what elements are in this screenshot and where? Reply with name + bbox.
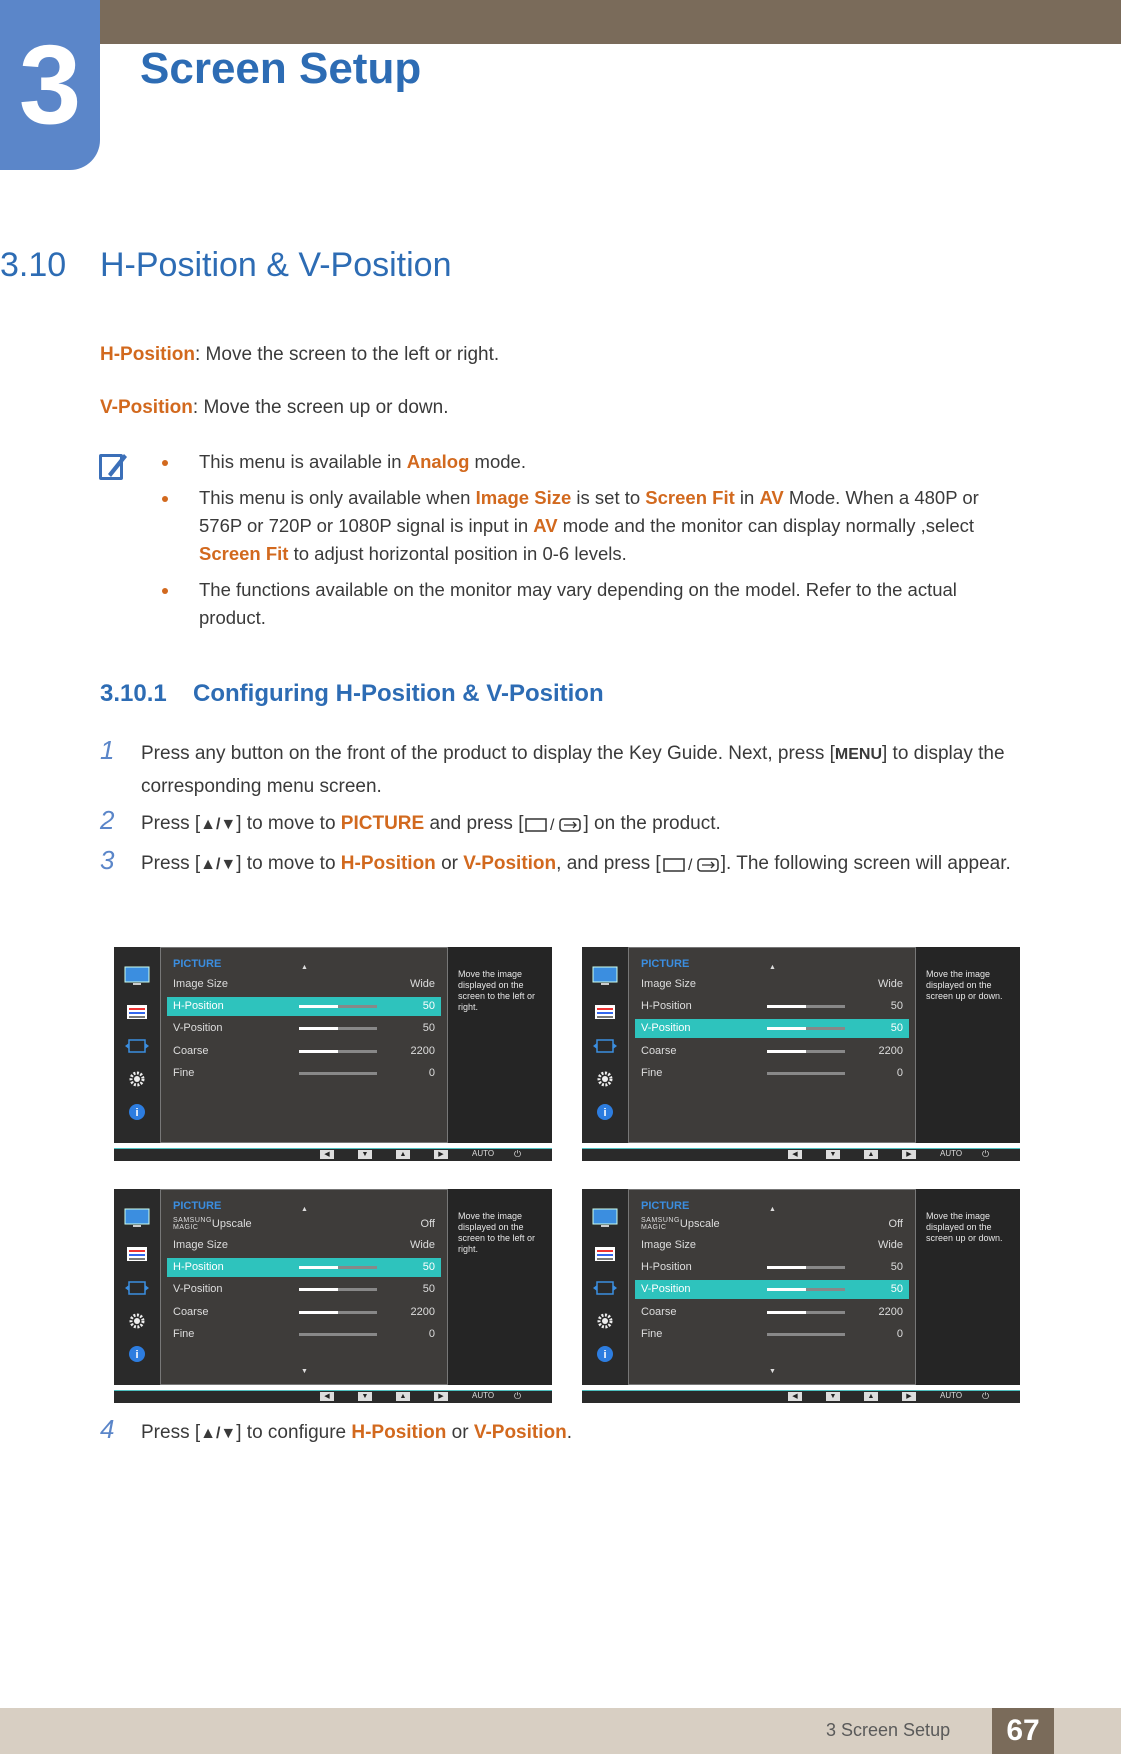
note-keyword: Screen Fit	[199, 543, 289, 564]
step-text: or	[446, 1422, 474, 1443]
osd-row-value: 0	[428, 1328, 435, 1340]
scroll-up-icon: ▲	[769, 964, 776, 971]
svg-text:i: i	[603, 1107, 607, 1119]
power-icon: ⏻	[514, 1391, 522, 1401]
osd-slider[interactable]	[767, 1333, 845, 1336]
note-item	[185, 448, 1020, 476]
osd-help-text: Move the image displayed on the screen to the left or right.	[458, 1211, 536, 1254]
osd-slider[interactable]	[767, 1050, 845, 1053]
osd-row-value: Off	[420, 1218, 435, 1230]
monitor-icon	[124, 966, 150, 986]
info-icon	[592, 1344, 618, 1364]
step-keyword: H-Position	[351, 1422, 447, 1443]
osd-row-value: Off	[888, 1218, 903, 1230]
chapter-number: 3	[0, 0, 100, 170]
osd-row-label: Fine	[641, 1067, 663, 1079]
osd-slider[interactable]	[299, 1072, 377, 1075]
step-text: ] to move to	[236, 813, 341, 834]
osd-row-label: H-Position	[173, 1000, 224, 1012]
note-text: This menu is available in	[199, 451, 407, 472]
osd-slider[interactable]	[299, 1333, 377, 1336]
osd-row-value: 2200	[878, 1045, 903, 1057]
osd-title: PICTURE	[173, 1200, 222, 1212]
source-enter-icon	[661, 853, 721, 875]
up-arrow-icon: ▲	[864, 1150, 878, 1159]
note-pencil-icon	[98, 450, 128, 482]
osd-row-value: Wide	[877, 1239, 903, 1251]
osd-row-value: 2200	[410, 1045, 435, 1057]
osd-row-label: Coarse	[173, 1306, 209, 1318]
svg-text:/: /	[550, 816, 555, 834]
down-arrow-icon: ▼	[826, 1392, 840, 1401]
menu-key-icon: MENU	[834, 746, 882, 763]
left-arrow-icon: ◀	[788, 1392, 802, 1401]
osd-slider[interactable]	[299, 1288, 377, 1291]
svg-text:i: i	[135, 1349, 139, 1361]
gear-icon	[592, 1069, 618, 1089]
subsection-title	[100, 680, 604, 708]
step-keyword: PICTURE	[340, 813, 425, 834]
step-text: Press [	[141, 813, 201, 834]
osd-slider[interactable]	[767, 1005, 845, 1008]
osd-help-text: Move the image displayed on the screen to the left or right.	[458, 969, 536, 1012]
osd-row-v-position[interactable]	[635, 1280, 909, 1299]
step-text: or	[435, 853, 464, 874]
left-arrow-icon: ◀	[320, 1150, 334, 1159]
osd-row-h-position[interactable]	[635, 1258, 909, 1277]
osd-row-label: V-Position	[173, 1283, 223, 1295]
resize-arrows-icon	[124, 1278, 150, 1298]
osd-row-label: H-Position	[641, 1000, 692, 1012]
page-footer	[0, 1708, 1121, 1754]
scroll-down-icon: ▼	[301, 1368, 308, 1375]
resize-arrows-icon	[592, 1278, 618, 1298]
osd-row-value: 50	[890, 1022, 903, 1034]
osd-screen-magic-v-position	[582, 1189, 1020, 1402]
note-keyword: AV	[533, 515, 558, 536]
osd-row-image-size[interactable]	[635, 975, 909, 994]
samsung-magic-logo: SAMSUNG MAGIC	[641, 1217, 680, 1231]
up-arrow-icon: ▲	[864, 1392, 878, 1401]
note-item	[185, 484, 1020, 568]
osd-menu	[628, 1189, 916, 1385]
osd-slider[interactable]	[767, 1288, 845, 1291]
osd-row-coarse[interactable]	[167, 1303, 441, 1322]
osd-row-value: Wide	[877, 978, 903, 990]
osd-row-label: V-Position	[641, 1022, 691, 1034]
info-icon	[592, 1102, 618, 1122]
osd-help-panel	[448, 947, 552, 1143]
osd-title: PICTURE	[173, 958, 222, 970]
page-number: 67	[992, 1708, 1054, 1754]
osd-slider[interactable]	[767, 1311, 845, 1314]
step-2	[100, 805, 1030, 841]
definition-v	[100, 397, 449, 419]
note-text: Mode. When a 480P or 576P or 720P or 1080P signal is input in	[199, 487, 979, 536]
definition-h-text: : Move the screen to the left or right.	[195, 344, 500, 365]
step-keyword: V-Position	[463, 853, 557, 874]
osd-row-v-position[interactable]	[635, 1019, 909, 1038]
osd-row-fine[interactable]	[167, 1325, 441, 1344]
osd-key-guide	[114, 1148, 552, 1161]
osd-row-fine[interactable]	[167, 1064, 441, 1083]
step-text: ] to move to	[236, 853, 341, 874]
osd-slider[interactable]	[767, 1027, 845, 1030]
osd-slider[interactable]	[299, 1266, 377, 1269]
osd-row-label: Image Size	[173, 1239, 229, 1251]
samsung-magic-logo: SAMSUNG MAGIC	[173, 1217, 212, 1231]
osd-row-value: Wide	[409, 978, 435, 990]
step-text: Press any button on the front of the product to display the Key Guide. Next, press [	[141, 743, 835, 764]
step-keyword: V-Position	[473, 1422, 567, 1443]
down-arrow-icon: ▼	[358, 1150, 372, 1159]
osd-help-text: Move the image displayed on the screen up or down.	[926, 969, 1003, 1001]
osd-row-value: 2200	[878, 1306, 903, 1318]
svg-text:i: i	[135, 1107, 139, 1119]
step-number: 2	[100, 805, 115, 835]
scroll-up-icon: ▲	[301, 1206, 308, 1213]
right-arrow-icon: ▶	[902, 1150, 916, 1159]
term-v-position: V-Position	[100, 397, 193, 418]
osd-slider[interactable]	[299, 1027, 377, 1030]
osd-row-value: 50	[890, 1000, 903, 1012]
osd-row-h-position[interactable]	[635, 997, 909, 1016]
right-arrow-icon: ▶	[902, 1392, 916, 1401]
up-down-arrows-icon: ▲/▼	[200, 816, 237, 833]
note-text: to adjust horizontal position in 0-6 levels.	[288, 543, 627, 564]
note-text: is set to	[571, 487, 646, 508]
osd-slider[interactable]	[767, 1266, 845, 1269]
note-keyword: Analog	[406, 451, 470, 472]
color-bars-icon	[592, 1002, 618, 1022]
osd-row-label: Image Size	[173, 978, 229, 990]
color-bars-icon	[592, 1244, 618, 1264]
top-bar	[0, 0, 1121, 44]
osd-row-coarse[interactable]	[635, 1303, 909, 1322]
osd-screen-v-position	[582, 947, 1020, 1160]
auto-label: AUTO	[472, 1149, 495, 1158]
step-keyword: H-Position	[340, 853, 436, 874]
step-text: Press [	[141, 1422, 201, 1443]
gear-icon	[124, 1069, 150, 1089]
power-icon: ⏻	[982, 1149, 990, 1159]
step-text: ]. The following screen will appear.	[720, 853, 1011, 874]
right-arrow-icon: ▶	[434, 1392, 448, 1401]
osd-row-value: 50	[422, 1261, 435, 1273]
down-arrow-icon: ▼	[826, 1150, 840, 1159]
subsection-name: Configuring H-Position & V-Position	[193, 680, 604, 707]
osd-title: PICTURE	[641, 958, 690, 970]
step-text: and press [	[424, 813, 524, 834]
auto-label: AUTO	[940, 1149, 963, 1158]
osd-row-label: Upscale	[679, 1217, 720, 1230]
info-icon	[124, 1102, 150, 1122]
up-down-arrows-icon: ▲/▼	[200, 1425, 237, 1442]
osd-row-value: 0	[428, 1067, 435, 1079]
osd-row-label: H-Position	[641, 1261, 692, 1273]
osd-row-image-size[interactable]	[167, 1236, 441, 1255]
osd-key-guide	[582, 1148, 1020, 1161]
osd-row-value: 50	[422, 1000, 435, 1012]
osd-slider[interactable]	[299, 1050, 377, 1053]
svg-text:/: /	[687, 856, 693, 874]
step-3	[100, 845, 1030, 881]
osd-key-guide	[114, 1390, 552, 1403]
step-text: , and press [	[556, 853, 661, 874]
osd-icon-rail	[582, 947, 628, 1143]
osd-row-value: 50	[890, 1283, 903, 1295]
osd-row-coarse[interactable]	[635, 1042, 909, 1061]
footer-chapter-label: 3 Screen Setup	[826, 1720, 951, 1740]
osd-menu	[160, 1189, 448, 1385]
osd-slider[interactable]	[299, 1005, 377, 1008]
step-1	[100, 735, 1030, 803]
osd-row-label: Image Size	[641, 978, 697, 990]
chapter-title: Screen Setup	[140, 44, 422, 93]
osd-row-value: 50	[890, 1261, 903, 1273]
osd-row-label: Coarse	[173, 1045, 209, 1057]
step-text: Press [	[141, 853, 201, 874]
osd-menu	[160, 947, 448, 1143]
osd-slider[interactable]	[767, 1072, 845, 1075]
osd-row-h-position[interactable]	[167, 997, 441, 1016]
monitor-icon	[124, 1208, 150, 1228]
osd-row-h-position[interactable]	[167, 1258, 441, 1277]
step-number: 3	[100, 845, 115, 875]
scroll-up-icon: ▲	[301, 964, 308, 971]
osd-help-panel	[916, 947, 1020, 1143]
osd-row-label: V-Position	[173, 1022, 223, 1034]
definition-v-text: : Move the screen up or down.	[192, 397, 449, 418]
step-text: .	[566, 1422, 573, 1443]
resize-arrows-icon	[124, 1036, 150, 1056]
osd-menu	[628, 947, 916, 1143]
monitor-icon	[592, 1208, 618, 1228]
osd-row-v-position[interactable]	[167, 1280, 441, 1299]
osd-row-label: Image Size	[641, 1239, 697, 1251]
notes-list	[185, 448, 1020, 640]
down-arrow-icon: ▼	[358, 1392, 372, 1401]
osd-title: PICTURE	[641, 1200, 690, 1212]
note-keyword: Screen Fit	[645, 487, 735, 508]
step-text: ] to configure	[236, 1422, 352, 1443]
osd-icon-rail	[114, 947, 160, 1143]
step-text: ] on the product.	[583, 813, 721, 834]
osd-row-fine[interactable]	[635, 1064, 909, 1083]
monitor-icon	[592, 966, 618, 986]
step-number: 1	[100, 735, 115, 765]
section-title	[0, 246, 452, 285]
auto-label: AUTO	[472, 1391, 495, 1400]
osd-row-value: Wide	[409, 1239, 435, 1251]
osd-row-label: V-Position	[641, 1283, 691, 1295]
osd-row-label: H-Position	[173, 1261, 224, 1273]
up-arrow-icon: ▲	[396, 1392, 410, 1401]
osd-key-guide	[582, 1390, 1020, 1403]
osd-row-image-size[interactable]	[167, 975, 441, 994]
osd-screen-magic-h-position	[114, 1189, 552, 1402]
note-text: in	[734, 487, 760, 508]
osd-screen-h-position	[114, 947, 552, 1160]
color-bars-icon	[124, 1244, 150, 1264]
osd-row-label: Fine	[641, 1328, 663, 1340]
info-icon	[124, 1344, 150, 1364]
note-text: mode.	[469, 451, 526, 472]
subsection-number: 3.10.1	[100, 680, 167, 707]
power-icon: ⏻	[982, 1391, 990, 1401]
resize-arrows-icon	[592, 1036, 618, 1056]
note-keyword: AV	[759, 487, 784, 508]
left-arrow-icon: ◀	[788, 1150, 802, 1159]
osd-row-value: 2200	[410, 1306, 435, 1318]
osd-row-value: 0	[896, 1067, 903, 1079]
definition-h	[100, 344, 499, 366]
note-text: mode and the monitor can display normally ,select	[557, 515, 975, 536]
svg-text:i: i	[603, 1349, 607, 1361]
step-4	[100, 1414, 1030, 1450]
note-keyword: Image Size	[475, 487, 572, 508]
osd-help-panel	[448, 1189, 552, 1385]
osd-row-label: Coarse	[641, 1045, 677, 1057]
osd-row-image-size[interactable]	[635, 1236, 909, 1255]
step-number: 4	[100, 1414, 115, 1444]
osd-row-label: Coarse	[641, 1306, 677, 1318]
osd-row-v-position[interactable]	[167, 1019, 441, 1038]
osd-icon-rail	[114, 1189, 160, 1385]
osd-row-value: 50	[422, 1283, 435, 1295]
left-arrow-icon: ◀	[320, 1392, 334, 1401]
up-down-arrows-icon: ▲/▼	[200, 856, 237, 873]
osd-row-fine[interactable]	[635, 1325, 909, 1344]
osd-slider[interactable]	[299, 1311, 377, 1314]
osd-icon-rail	[582, 1189, 628, 1385]
osd-row-label: Upscale	[211, 1217, 252, 1230]
osd-row-label: Fine	[173, 1328, 195, 1340]
gear-icon	[592, 1311, 618, 1331]
section-name: H-Position & V-Position	[100, 246, 452, 284]
right-arrow-icon: ▶	[434, 1150, 448, 1159]
osd-help-text: Move the image displayed on the screen up or down.	[926, 1211, 1003, 1243]
osd-row-coarse[interactable]	[167, 1042, 441, 1061]
note-text: This menu is only available when	[199, 487, 476, 508]
scroll-up-icon: ▲	[769, 1206, 776, 1213]
up-arrow-icon: ▲	[396, 1150, 410, 1159]
scroll-down-icon: ▼	[769, 1368, 776, 1375]
color-bars-icon	[124, 1002, 150, 1022]
note-item: The functions available on the monitor may vary depending on the model. Refer to the actual product.	[185, 576, 1020, 632]
step-text: ] to display the corresponding menu screen.	[141, 743, 1005, 797]
section-number: 3.10	[0, 246, 67, 284]
gear-icon	[124, 1311, 150, 1331]
osd-row-magic-upscale[interactable]	[167, 1215, 441, 1234]
term-h-position: H-Position	[100, 344, 195, 365]
power-icon: ⏻	[514, 1149, 522, 1159]
osd-row-label: Fine	[173, 1067, 195, 1079]
osd-row-value: 50	[422, 1022, 435, 1034]
source-enter-icon	[523, 813, 583, 835]
osd-row-magic-upscale[interactable]	[635, 1215, 909, 1234]
auto-label: AUTO	[940, 1391, 963, 1400]
osd-help-panel	[916, 1189, 1020, 1385]
osd-row-value: 0	[896, 1328, 903, 1340]
